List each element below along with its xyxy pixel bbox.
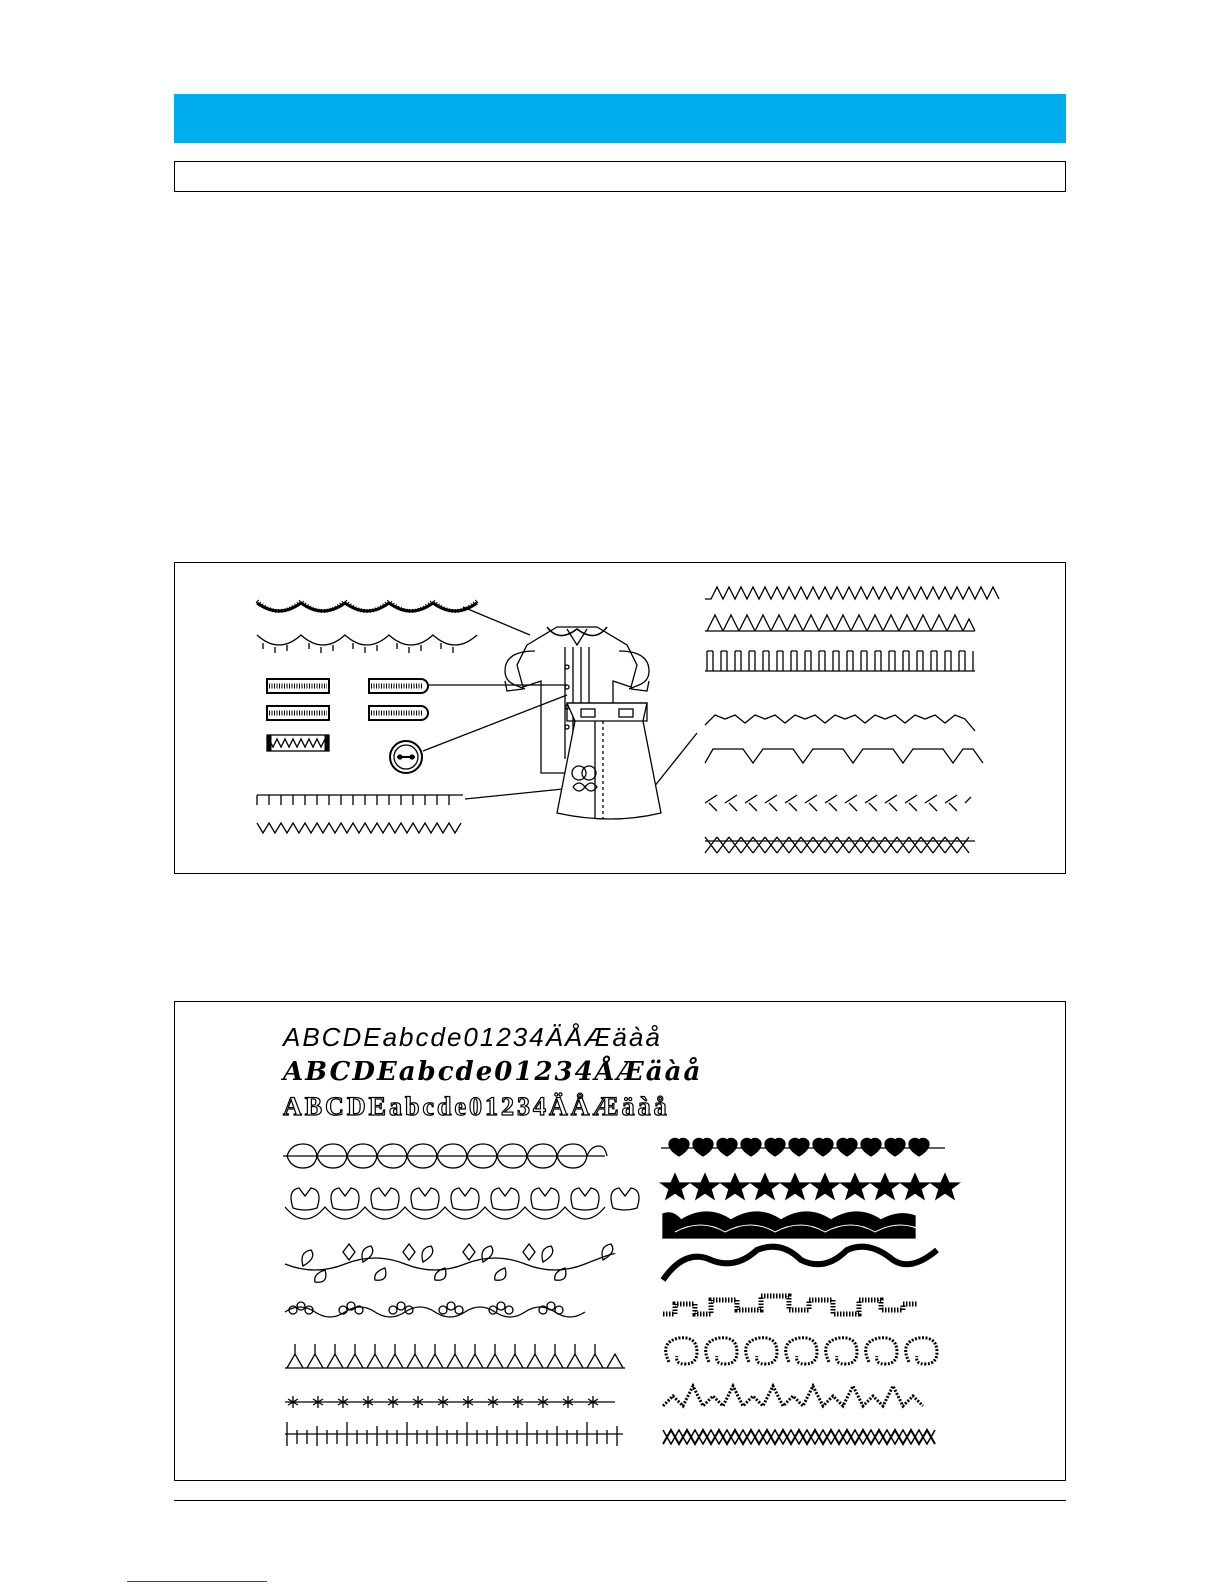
blind-hem-stitch [257, 795, 463, 805]
star-asterisk-stitch [285, 1396, 615, 1408]
serpentine-stitch [705, 749, 983, 763]
decorative-stitch-figure [174, 1001, 1066, 1481]
bar-tack-zigzag-stitch [267, 735, 329, 751]
rick-rack-stitch [705, 651, 975, 671]
cross-stitch-zigzag [663, 1386, 923, 1406]
star-stitch [661, 1174, 959, 1199]
arrowhead-stitch [285, 1344, 625, 1368]
title-bar [174, 94, 1066, 143]
alphabet-sample-outline: ABCDEabcde01234ÄÅÆäàå [283, 1092, 670, 1121]
subtitle-box [174, 161, 1066, 192]
fagoting-stitch [705, 795, 971, 811]
keyhole-buttonhole-stitch [369, 679, 428, 720]
blanket-stitch [285, 1422, 623, 1446]
spiral-cross-stitch [666, 1338, 937, 1364]
leaf-stitch [283, 1144, 607, 1168]
feather-wave-stitch [705, 715, 975, 731]
tulip-scallop-stitch [285, 1188, 639, 1219]
buttonhole-stitch [267, 679, 329, 720]
zigzag-stitch [257, 823, 461, 833]
utility-stitch-figure [174, 562, 1066, 874]
scallop-satin-stitch [257, 601, 477, 611]
double-triangle-stitch [705, 615, 975, 631]
alphabet-sample-script: ABCDEabcde01234ÅÆäàå [283, 1057, 703, 1087]
alphabet-sample-gothic: ABCDEabcde01234ÄÅÆäàå [283, 1022, 662, 1052]
footer-rule [174, 1500, 1066, 1501]
scallop-outline-stitch [257, 635, 477, 653]
flower-chain-stitch [285, 1302, 585, 1317]
satin-wave-stitch [663, 1247, 937, 1280]
skirt-illustration [557, 703, 661, 819]
decorative-stitch-illustration [175, 1002, 1065, 1480]
utility-stitch-illustration [175, 563, 1065, 873]
cross-stitch-row [705, 837, 975, 853]
satin-scallop-stitch [663, 1212, 925, 1238]
step-satin-stitch [663, 1296, 917, 1314]
button-sew-on-icon [390, 741, 422, 773]
vine-leaf-stitch [285, 1244, 615, 1282]
heart-stitch [661, 1138, 945, 1156]
cross-stitch-band [663, 1430, 935, 1444]
triangle-decorative-stitch [705, 587, 999, 599]
footer-link-underline[interactable] [127, 1581, 267, 1582]
